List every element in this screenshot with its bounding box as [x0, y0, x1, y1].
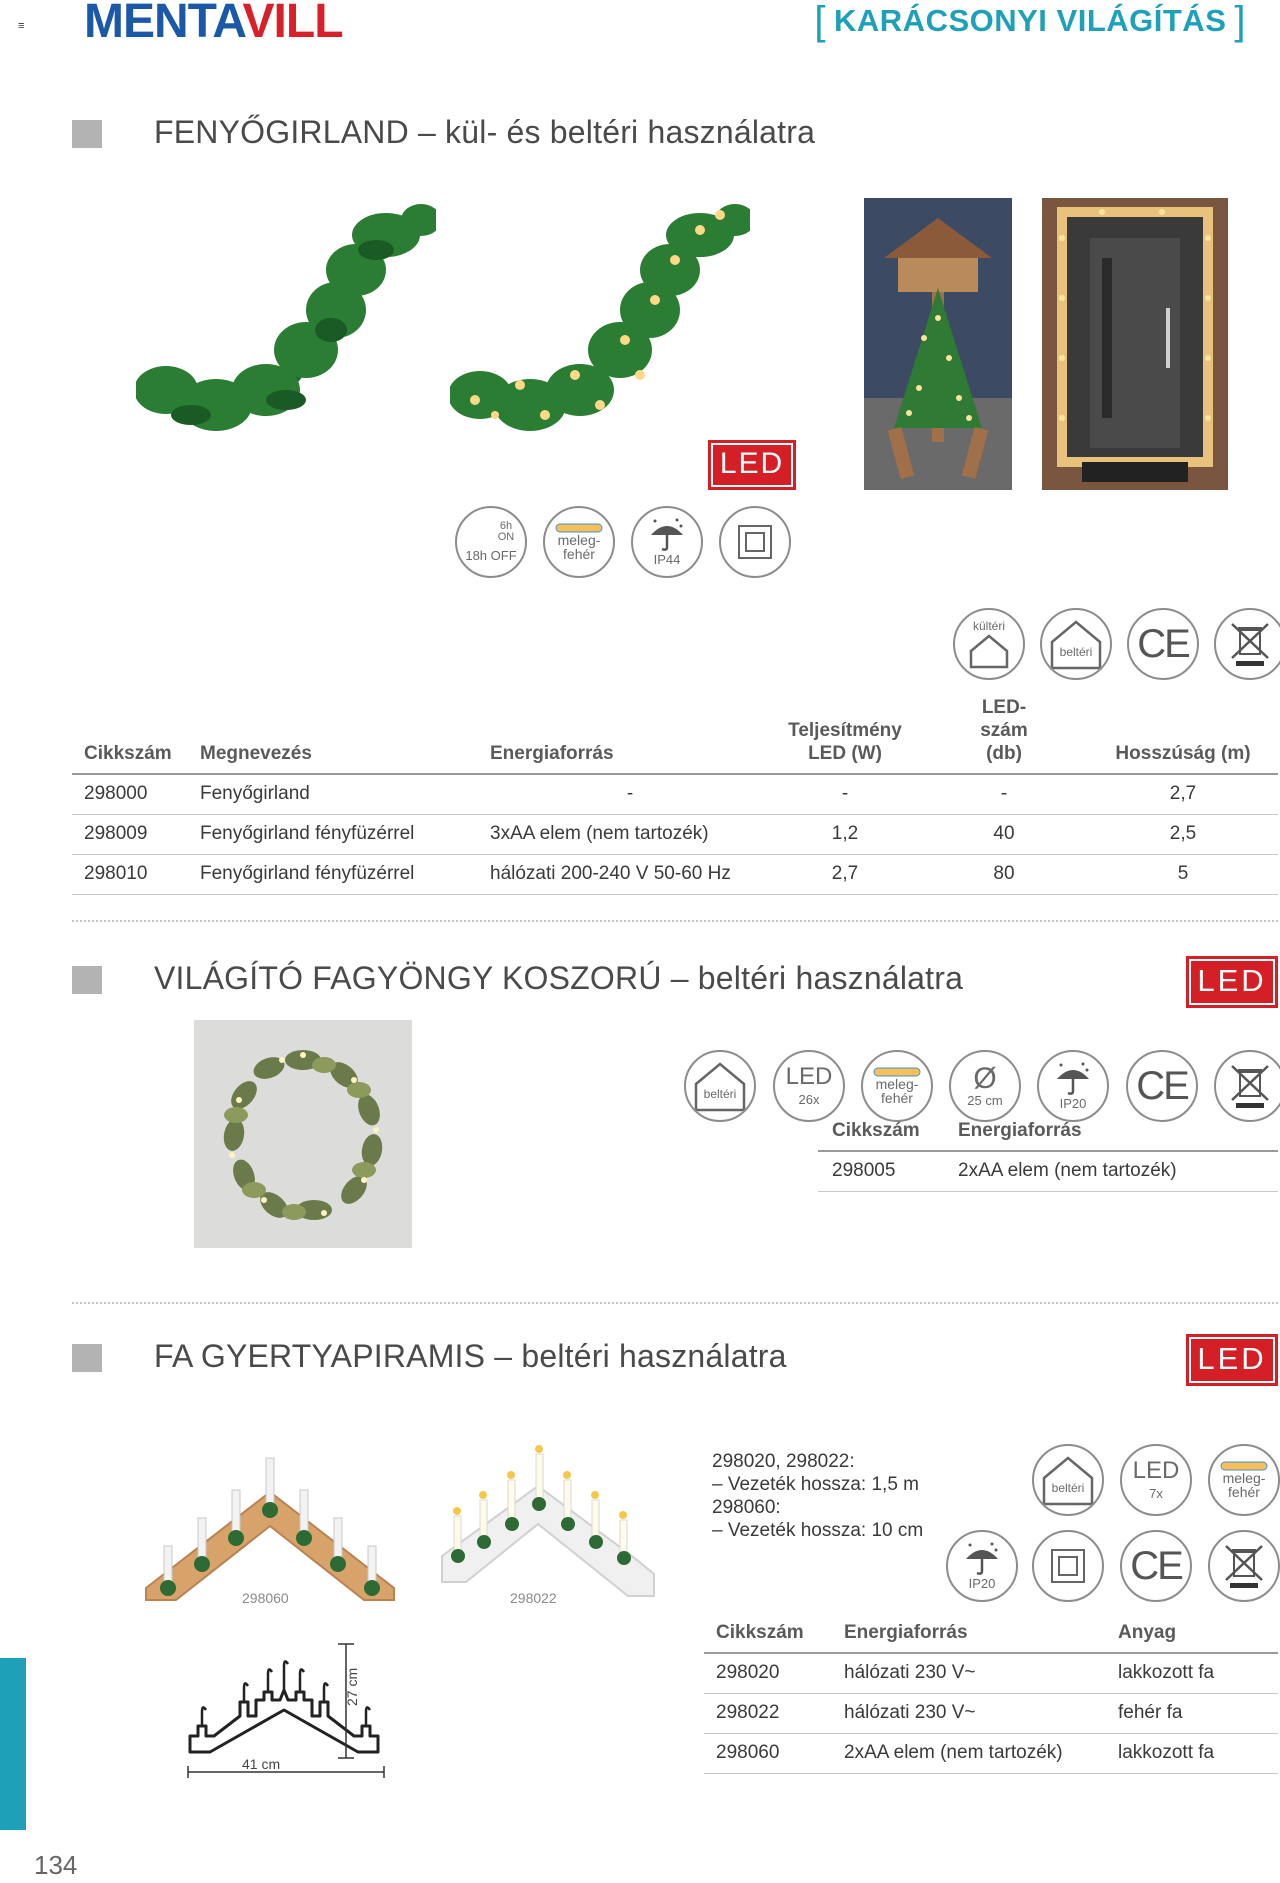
- indoor-house-icon: [1032, 1444, 1104, 1516]
- th-anyag: Anyag: [1118, 1622, 1177, 1643]
- wooden-candle-pyramid-image: [140, 1406, 400, 1602]
- indoor-label: beltéri: [1051, 1481, 1085, 1495]
- led-count-label: 7x: [1149, 1486, 1163, 1501]
- timer-off-label: 18h OFF: [465, 548, 517, 563]
- th-cikkszam: Cikkszám: [716, 1622, 804, 1643]
- ce-mark-icon: CE: [1126, 1050, 1198, 1122]
- diameter-label: 25 cm: [967, 1093, 1003, 1108]
- category-title: KARÁCSONYI VILÁGÍTÁS: [834, 3, 1227, 38]
- section1-title: FENYŐGIRLAND – kül- és beltéri használatra: [154, 114, 816, 150]
- led-badge: LED: [1186, 956, 1278, 1008]
- double-insulation-icon: [1032, 1530, 1104, 1602]
- brand-logo: [84, 0, 343, 48]
- th-energiaforras: Energiaforrás: [844, 1622, 968, 1643]
- weee-bin-icon: [1214, 1050, 1280, 1122]
- ip20-label: IP20: [1059, 1096, 1087, 1111]
- timer-on-label: 6h ON: [497, 520, 515, 543]
- image-label-298060: 298060: [242, 1590, 289, 1606]
- hamburger-icon[interactable]: ≡: [18, 20, 25, 32]
- weee-bin-icon: [1214, 608, 1280, 680]
- brand-part2: VILL: [242, 0, 343, 48]
- section-divider: [72, 920, 1278, 922]
- led-count-label: 26x: [798, 1092, 820, 1107]
- section1-table: [72, 696, 1278, 895]
- th-energiaforras: Energiaforrás: [958, 1120, 1082, 1141]
- led-count-icon: LED 26x: [773, 1050, 845, 1122]
- warm-white-label: meleg- fehér: [1222, 1470, 1266, 1500]
- section2-table: [818, 1120, 1278, 1192]
- outdoor-label: kültéri: [972, 619, 1005, 633]
- section2-title: VILÁGÍTÓ FAGYÖNGY KOSZORÚ – beltéri használatra: [154, 960, 964, 996]
- info-text: 298020, 298022: – Vezeték hossza: 1,5 m 298060: – Vezeték hossza: 10 cm: [712, 1451, 924, 1541]
- indoor-label: beltéri: [1059, 645, 1093, 659]
- table-row: 298060 2xAA elem (nem tartozék) lakkozott fa: [704, 1733, 1278, 1773]
- th-led-szam: LED-szám (db): [980, 697, 1028, 764]
- warm-white-icon: [1208, 1444, 1280, 1516]
- indoor-house-icon: [684, 1050, 756, 1122]
- diameter-icon: Ø 25 cm: [949, 1050, 1021, 1122]
- led-badge: LED: [1186, 1334, 1278, 1386]
- section-divider: [72, 1302, 1278, 1304]
- side-accent-bar: [0, 1658, 26, 1830]
- double-insulation-icon: [719, 506, 791, 578]
- table-row: 298000 Fenyőgirland - - - 2,7: [72, 774, 1278, 814]
- section-marker: [72, 1344, 102, 1372]
- ip20-umbrella-icon: [946, 1530, 1018, 1602]
- ip20-label: IP20: [968, 1576, 996, 1591]
- page-number: 134: [34, 1850, 78, 1880]
- section3-table: [704, 1622, 1278, 1774]
- warm-white-label: meleg- fehér: [557, 532, 601, 562]
- table-row: 298010 Fenyőgirland fényfüzérrel hálózati 200-240 V 50-60 Hz 2,7 80 5: [72, 854, 1278, 894]
- section-marker: [72, 966, 102, 994]
- th-hosszusag: Hosszúság (m): [1115, 743, 1251, 764]
- wreath-image: [194, 1020, 412, 1248]
- category-header: [ KARÁCSONYI VILÁGÍTÁS ]: [814, 0, 1246, 43]
- ce-mark-icon: CE: [1127, 608, 1199, 680]
- timer-icon: [455, 506, 527, 578]
- led-badge: LED: [708, 440, 796, 490]
- door-image: [1042, 198, 1228, 490]
- ip20-umbrella-icon: [1037, 1050, 1109, 1122]
- height-dimension: 27 cm: [344, 1667, 360, 1706]
- table-row: 298020 hálózati 230 V~ lakkozott fa: [704, 1653, 1278, 1693]
- th-teljesitmeny: Teljesítmény LED (W): [788, 720, 902, 764]
- indoor-house-icon: [1040, 608, 1112, 680]
- white-candle-pyramid-image: [432, 1406, 664, 1602]
- garland-image: [136, 200, 436, 460]
- weee-bin-icon: [1208, 1530, 1280, 1602]
- table-row: 298009 Fenyőgirland fényfüzérrel 3xAA elem (nem tartozék) 1,2 40 2,5: [72, 814, 1278, 854]
- warm-white-icon: [861, 1050, 933, 1122]
- brand-part1: MENTA: [84, 0, 243, 48]
- led-count-icon: LED 7x: [1120, 1444, 1192, 1516]
- th-megnevezes: Megnevezés: [200, 743, 312, 764]
- outdoor-house-icon: [953, 608, 1025, 680]
- ce-mark-icon: CE: [1120, 1530, 1192, 1602]
- table-row: 298022 hálózati 230 V~ fehér fa: [704, 1693, 1278, 1733]
- warm-white-icon: [543, 506, 615, 578]
- section-marker: [72, 120, 102, 148]
- indoor-label: beltéri: [703, 1087, 737, 1101]
- lit-garland-image: [450, 200, 750, 460]
- ip44-umbrella-icon: [631, 506, 703, 578]
- table-row: 298005 2xAA elem (nem tartozék): [818, 1151, 1278, 1191]
- width-dimension: 41 cm: [242, 1756, 281, 1772]
- ip44-label: IP44: [653, 552, 681, 567]
- birdhouse-image: [864, 198, 1012, 490]
- th-energiaforras: Energiaforrás: [490, 743, 614, 764]
- th-cikkszam: Cikkszám: [832, 1120, 920, 1141]
- th-cikkszam: Cikkszám: [84, 743, 172, 764]
- image-label-298022: 298022: [510, 1590, 557, 1606]
- dimension-diagram: [180, 1640, 400, 1790]
- warm-white-label: meleg- fehér: [875, 1076, 919, 1106]
- section3-title: FA GYERTYAPIRAMIS – beltéri használatra: [154, 1338, 787, 1374]
